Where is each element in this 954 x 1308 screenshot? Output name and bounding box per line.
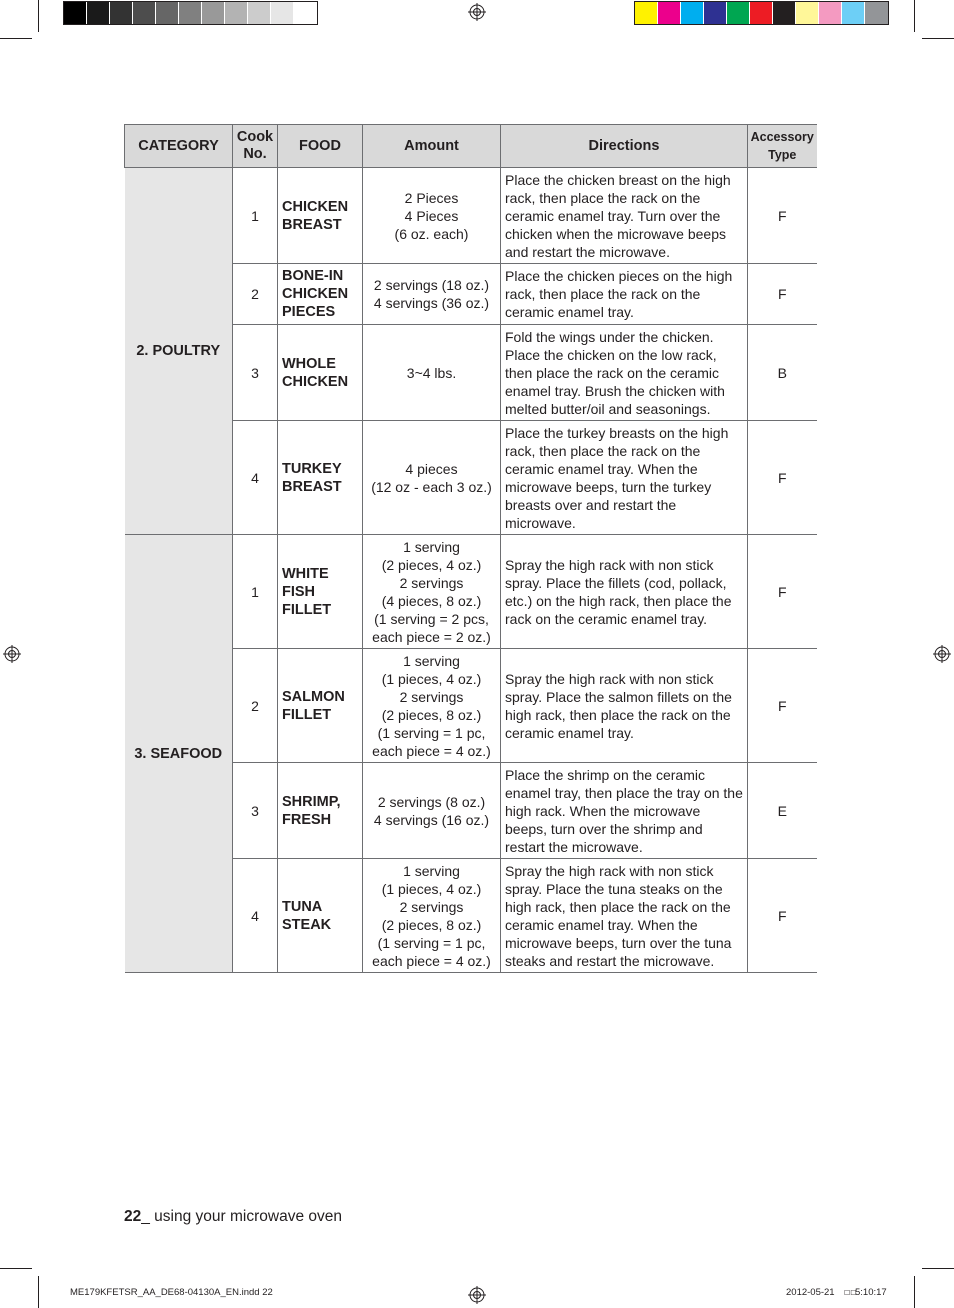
cook-number: 3 [233, 325, 278, 421]
color-swatch [64, 2, 87, 24]
accessory-type: F [748, 264, 817, 325]
amount: 2 Pieces 4 Pieces (6 oz. each) [363, 168, 501, 264]
cook-number: 4 [233, 859, 278, 973]
directions: Place the chicken breast on the high rack, then place the rack on the ceramic enamel tray. Turn over the chicken when the microwave beeps and restart the microwave. [501, 168, 748, 264]
color-swatch [819, 2, 842, 24]
page-footer [124, 1208, 342, 1226]
directions: Spray the high rack with non stick spray. Place the fillets (cod, pollack, etc.) on the high rack, then place the rack on the ceramic enamel tray. [501, 535, 748, 649]
accessory-type: F [748, 168, 817, 264]
cook-number: 1 [233, 168, 278, 264]
amount: 1 serving (1 pieces, 4 oz.) 2 servings (2 pieces, 8 oz.) (1 serving = 1 pc, each piece = 4 oz.) [363, 859, 501, 973]
color-swatch [842, 2, 865, 24]
amount: 1 serving (1 pieces, 4 oz.) 2 servings (2 pieces, 8 oz.) (1 serving = 1 pc, each piece = 4 oz.) [363, 649, 501, 763]
crop-mark [914, 0, 915, 32]
cook-number: 4 [233, 421, 278, 535]
crop-mark [0, 38, 32, 39]
color-swatch [773, 2, 796, 24]
crop-mark [0, 1268, 32, 1269]
color-swatch [294, 2, 317, 24]
color-swatch [133, 2, 156, 24]
color-swatch [681, 2, 704, 24]
header-cook-no-line1: Cook [236, 129, 274, 145]
color-swatch [658, 2, 681, 24]
accessory-type: F [748, 421, 817, 535]
food-name: TURKEY BREAST [278, 421, 363, 535]
directions: Spray the high rack with non stick spray. Place the salmon fillets on the high rack, then place the rack on the ceramic enamel tray. [501, 649, 748, 763]
page-number: 22 [124, 1208, 142, 1225]
slug-time: 5:10:17 [855, 1287, 887, 1298]
color-swatch [248, 2, 271, 24]
food-name: SHRIMP, FRESH [278, 763, 363, 859]
section-title: _ using your microwave oven [141, 1208, 342, 1225]
table-row [125, 535, 817, 649]
crop-mark [38, 0, 39, 32]
header-category: CATEGORY [125, 125, 233, 168]
accessory-type: B [748, 325, 817, 421]
directions: Spray the high rack with non stick spray. Place the tuna steaks on the high rack, then place the rack on the ceramic enamel tray. When the microwave beeps, turn over the tuna steaks and restart the microwave. [501, 859, 748, 973]
color-swatch [225, 2, 248, 24]
slug-date: 2012-05-21 [786, 1287, 835, 1298]
registration-mark-icon [933, 645, 951, 663]
amount: 2 servings (8 oz.) 4 servings (16 oz.) [363, 763, 501, 859]
crop-mark [38, 1276, 39, 1308]
cook-number: 3 [233, 763, 278, 859]
header-food: FOOD [278, 125, 363, 168]
crop-mark [922, 1268, 954, 1269]
cook-number: 1 [233, 535, 278, 649]
grayscale-swatch-strip [63, 1, 318, 25]
color-swatch [865, 2, 888, 24]
header-cook-no [233, 125, 278, 168]
table-row [125, 168, 817, 264]
crop-mark [922, 38, 954, 39]
header-amount: Amount [363, 125, 501, 168]
header-accessory-line1: Accessory [750, 130, 814, 144]
header-accessory-type [748, 125, 817, 168]
cooking-guide-table [124, 124, 817, 973]
category-seafood: 3. SEAFOOD [125, 535, 233, 973]
amount: 4 pieces (12 oz - each 3 oz.) [363, 421, 501, 535]
cook-number: 2 [233, 264, 278, 325]
color-swatch [727, 2, 750, 24]
header-cook-no-line2: No. [243, 146, 267, 162]
food-name: BONE-IN CHICKEN PIECES [278, 264, 363, 325]
color-swatch [202, 2, 225, 24]
amount: 3~4 lbs. [363, 325, 501, 421]
header-directions: Directions [501, 125, 748, 168]
registration-mark-icon [468, 1286, 486, 1304]
color-swatch [635, 2, 658, 24]
accessory-type: F [748, 649, 817, 763]
color-swatch-strip [634, 1, 889, 25]
food-name: SALMON FILLET [278, 649, 363, 763]
amount: 1 serving (2 pieces, 4 oz.) 2 servings (4 pieces, 8 oz.) (1 serving = 2 pcs, each piece = 2 oz.) [363, 535, 501, 649]
cook-number: 2 [233, 649, 278, 763]
color-swatch [750, 2, 773, 24]
directions: Fold the wings under the chicken. Place the chicken on the low rack, then place the rack on the ceramic enamel tray. Brush the chicken with melted butter/oil and seasonings. [501, 325, 748, 421]
color-swatch [796, 2, 819, 24]
food-name: WHOLE CHICKEN [278, 325, 363, 421]
food-name: CHICKEN BREAST [278, 168, 363, 264]
table-header-row [125, 125, 817, 168]
food-name: TUNA STEAK [278, 859, 363, 973]
amount: 2 servings (18 oz.) 4 servings (36 oz.) [363, 264, 501, 325]
category-poultry: 2. POULTRY [125, 168, 233, 535]
crop-mark [914, 1276, 915, 1308]
slug-time-marker: ☐☐ [844, 1290, 857, 1297]
slug-filename: ME179KFETSR_AA_DE68-04130A_EN.indd 22 [70, 1287, 273, 1298]
accessory-type: E [748, 763, 817, 859]
color-swatch [704, 2, 727, 24]
directions: Place the turkey breasts on the high rack, then place the rack on the ceramic enamel tray. When the microwave beeps, turn the turkey breasts over and restart the microwave. [501, 421, 748, 535]
header-accessory-line2: Type [768, 148, 797, 162]
color-swatch [179, 2, 202, 24]
food-name: WHITE FISH FILLET [278, 535, 363, 649]
color-swatch [87, 2, 110, 24]
directions: Place the chicken pieces on the high rack, then place the rack on the ceramic enamel tray. [501, 264, 748, 325]
color-swatch [110, 2, 133, 24]
accessory-type: F [748, 535, 817, 649]
color-swatch [271, 2, 294, 24]
registration-mark-icon [468, 3, 486, 21]
directions: Place the shrimp on the ceramic enamel tray, then place the tray on the high rack. When the microwave beeps, turn over the shrimp and restart the microwave. [501, 763, 748, 859]
registration-mark-icon [3, 645, 21, 663]
color-swatch [156, 2, 179, 24]
accessory-type: F [748, 859, 817, 973]
